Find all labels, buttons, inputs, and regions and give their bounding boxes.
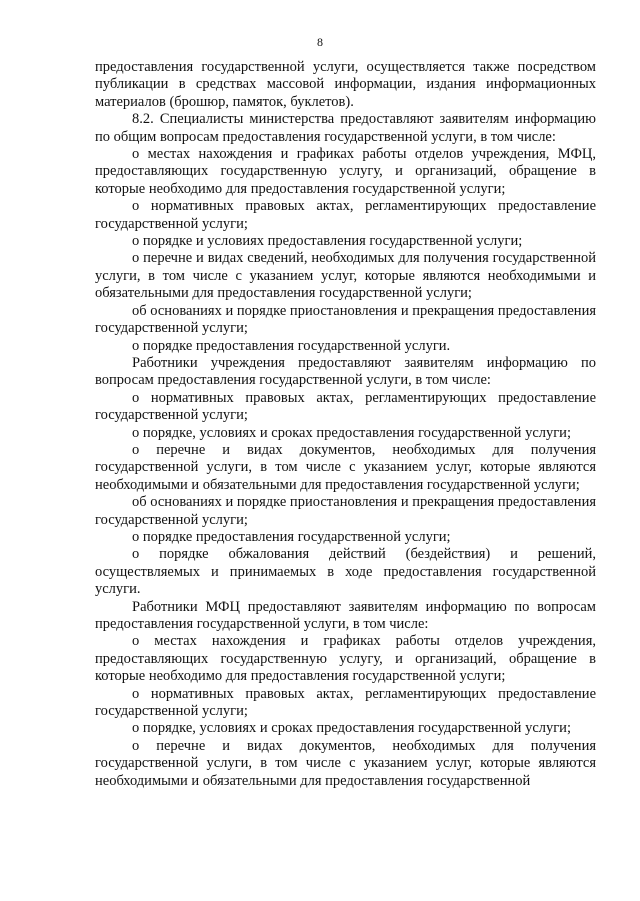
page-number: 8 bbox=[317, 35, 323, 49]
paragraph: о порядке предоставления государственной услуги; bbox=[132, 528, 451, 545]
paragraph: о перечне и видах документов, необходимых для получения государственной услуги, в том числе с указанием услуг, которые являются необходимыми и обязательными для предоставления государственной услуги; bbox=[95, 441, 596, 493]
paragraph: Работники МФЦ предоставляют заявителям информацию по вопросам предоставления государственной услуги, в том числе: bbox=[95, 598, 596, 632]
paragraph: об основаниях и порядке приостановления и прекращения предоставления государственной услуги; bbox=[95, 302, 596, 337]
page-body bbox=[95, 59, 596, 790]
paragraph: о местах нахождения и графиках работы отделов учреждения, МФЦ, предоставляющих государственную услугу, и организаций, обращение в которые необходимо для предоставления государственной услуги; bbox=[95, 146, 596, 197]
paragraph: о порядке, условиях и сроках предоставления государственной услуги; bbox=[132, 720, 571, 737]
paragraph: о нормативных правовых актах, регламентирующих предоставление государственной услуги; bbox=[95, 685, 596, 720]
paragraph: 8.2. Специалисты министерства предоставляют заявителям информацию по общим вопросам предоставления государственной услуги, в том числе: bbox=[95, 111, 596, 145]
paragraph: о перечне и видах документов, необходимых для получения государственной услуги, в том числе с указанием услуг, которые являются необходимыми и обязательными для предоставления государственной bbox=[95, 737, 596, 789]
paragraph: о перечне и видах сведений, необходимых для получения государственной услуги, в том числе с указанием услуг, которые являются необходимыми и обязательными для предоставления государственной услуги; bbox=[95, 250, 596, 302]
paragraph: о нормативных правовых актах, регламентирующих предоставление государственной услуги; bbox=[95, 389, 596, 424]
paragraph: о порядке, условиях и сроках предоставления государственной услуги; bbox=[132, 424, 571, 441]
paragraph: о местах нахождения и графиках работы отделов учреждения, предоставляющих государственную услугу, и организаций, обращение в которые необходимо для предоставления государственной услуги; bbox=[95, 633, 596, 685]
paragraph: Работники учреждения предоставляют заявителям информацию по вопросам предоставления государственной услуги, в том числе: bbox=[95, 354, 596, 389]
paragraph: о порядке и условиях предоставления государственной услуги; bbox=[132, 233, 523, 250]
paragraph: об основаниях и порядке приостановления и прекращения предоставления государственной услуги; bbox=[95, 494, 596, 528]
paragraph: о нормативных правовых актах, регламентирующих предоставление государственной услуги; bbox=[95, 198, 596, 232]
paragraph: предоставления государственной услуги, осуществляется также посредством публикации в средствах массовой информации, издания информационных материалов (брошюр, памяток, буклетов). bbox=[95, 59, 596, 110]
paragraph: о порядке предоставления государственной услуги. bbox=[132, 337, 451, 354]
paragraph: о порядке обжалования действий (бездействия) и решений, осуществляемых и принимаемых в ходе предоставления государственной услуги. bbox=[95, 546, 596, 598]
